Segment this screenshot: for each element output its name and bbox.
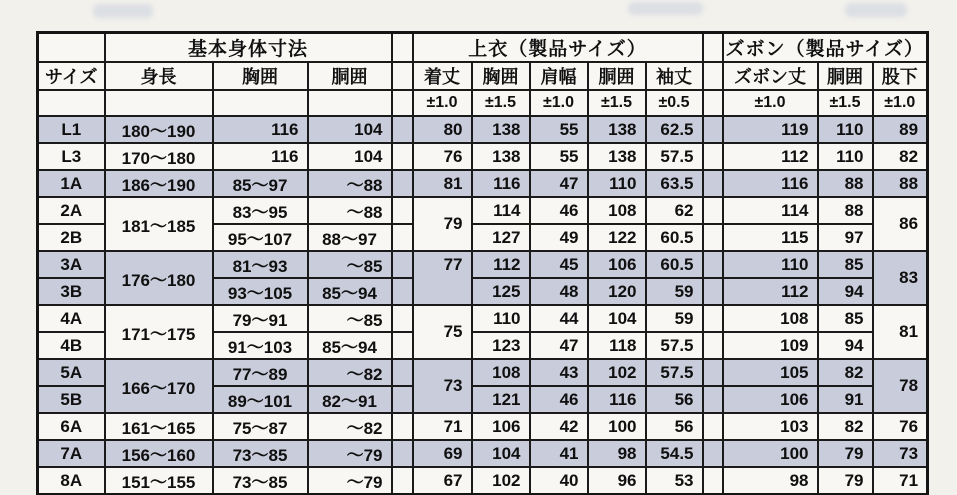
- pants-waist-cell: 88: [818, 197, 873, 224]
- jacket-length-cell: 76: [413, 143, 472, 170]
- jacket-waist-cell: 96: [588, 467, 646, 495]
- tolerance-jacket-shoulder: ±1.0: [530, 90, 588, 116]
- pants-length-cell: 98: [723, 467, 818, 495]
- jacket-sleeve-cell: 60.5: [646, 251, 703, 278]
- height-cell: 171～175: [105, 305, 213, 359]
- waist-cell: ～88: [308, 170, 392, 197]
- waist-cell: ～85: [308, 305, 392, 332]
- jacket-shoulder-cell: 47: [530, 332, 588, 359]
- jacket-length-cell: 67: [413, 467, 472, 495]
- jacket-waist-cell: 122: [588, 224, 646, 251]
- jacket-sleeve-cell: 62.5: [646, 116, 703, 143]
- size-chart-table: [36, 31, 929, 495]
- size-cell: 7A: [38, 440, 105, 467]
- col-header-height: 身長: [105, 62, 213, 90]
- jacket-chest-cell: 102: [472, 467, 530, 495]
- separator-cell: [392, 332, 413, 359]
- separator-cell: [392, 413, 413, 440]
- tolerance-jacket-length: ±1.0: [413, 90, 472, 116]
- chest-cell: 73～85: [213, 440, 308, 467]
- size-cell: 4A: [38, 305, 105, 332]
- chest-cell: 95～107: [213, 224, 308, 251]
- jacket-sleeve-cell: 59: [646, 305, 703, 332]
- height-cell: 186～190: [105, 170, 213, 197]
- pants-waist-cell: 85: [818, 305, 873, 332]
- separator-cell: [392, 90, 413, 116]
- separator-cell: [703, 197, 723, 224]
- size-cell: 6A: [38, 413, 105, 440]
- jacket-shoulder-cell: 55: [530, 143, 588, 170]
- separator-cell: [703, 116, 723, 143]
- tolerance-jacket-chest: ±1.5: [472, 90, 530, 116]
- chest-cell: 116: [213, 143, 308, 170]
- jacket-shoulder-cell: 46: [530, 386, 588, 413]
- pants-inseam-cell: 83: [873, 251, 928, 305]
- separator-cell: [703, 332, 723, 359]
- height-cell: 181～185: [105, 197, 213, 251]
- waist-cell: ～79: [308, 440, 392, 467]
- pants-length-cell: 115: [723, 224, 818, 251]
- separator-cell: [392, 33, 413, 63]
- separator-cell: [703, 278, 723, 305]
- jacket-sleeve-cell: 54.5: [646, 440, 703, 467]
- separator-cell: [703, 33, 723, 63]
- jacket-shoulder-cell: 55: [530, 116, 588, 143]
- separator-cell: [392, 440, 413, 467]
- size-cell: 1A: [38, 170, 105, 197]
- jacket-shoulder-cell: 48: [530, 278, 588, 305]
- separator-cell: [703, 386, 723, 413]
- pants-waist-cell: 91: [818, 386, 873, 413]
- separator-cell: [392, 116, 413, 143]
- size-cell: L1: [38, 116, 105, 143]
- column-header-row: [38, 62, 928, 90]
- table-row: [38, 116, 928, 143]
- jacket-sleeve-cell: 60.5: [646, 224, 703, 251]
- tolerance-pants-inseam: ±1.0: [873, 90, 928, 116]
- separator-cell: [392, 278, 413, 305]
- separator-cell: [703, 305, 723, 332]
- empty-cell: [105, 90, 213, 116]
- col-header-jacket-length: 着丈: [413, 62, 472, 90]
- jacket-shoulder-cell: 46: [530, 197, 588, 224]
- pants-waist-cell: 88: [818, 170, 873, 197]
- scan-bleed-artifact: [845, 3, 907, 17]
- jacket-chest-cell: 116: [472, 170, 530, 197]
- jacket-shoulder-cell: 40: [530, 467, 588, 495]
- pants-inseam-cell: 78: [873, 359, 928, 413]
- height-cell: 166～170: [105, 359, 213, 413]
- jacket-sleeve-cell: 63.5: [646, 170, 703, 197]
- jacket-chest-cell: 110: [472, 305, 530, 332]
- empty-cell: [308, 90, 392, 116]
- separator-cell: [392, 197, 413, 224]
- jacket-length-cell: 80: [413, 116, 472, 143]
- waist-cell: ～82: [308, 413, 392, 440]
- table-row: [38, 440, 928, 467]
- separator-cell: [392, 359, 413, 386]
- waist-cell: ～79: [308, 467, 392, 495]
- pants-length-cell: 114: [723, 197, 818, 224]
- size-cell: 4B: [38, 332, 105, 359]
- jacket-sleeve-cell: 56: [646, 413, 703, 440]
- jacket-waist-cell: 120: [588, 278, 646, 305]
- col-header-chest: 胸囲: [213, 62, 308, 90]
- jacket-length-cell: 79: [413, 197, 472, 251]
- pants-inseam-cell: 89: [873, 116, 928, 143]
- jacket-chest-cell: 123: [472, 332, 530, 359]
- tolerance-pants-length: ±1.0: [723, 90, 818, 116]
- jacket-shoulder-cell: 41: [530, 440, 588, 467]
- empty-cell: [213, 90, 308, 116]
- pants-length-cell: 106: [723, 386, 818, 413]
- pants-length-cell: 116: [723, 170, 818, 197]
- table-row: [38, 143, 928, 170]
- empty-cell: [38, 90, 105, 116]
- pants-inseam-cell: 76: [873, 413, 928, 440]
- jacket-chest-cell: 112: [472, 251, 530, 278]
- jacket-waist-cell: 100: [588, 413, 646, 440]
- jacket-length-cell: 69: [413, 440, 472, 467]
- jacket-waist-cell: 108: [588, 197, 646, 224]
- jacket-shoulder-cell: 42: [530, 413, 588, 440]
- jacket-length-cell: 71: [413, 413, 472, 440]
- pants-inseam-cell: 86: [873, 197, 928, 251]
- pants-waist-cell: 110: [818, 116, 873, 143]
- jacket-chest-cell: 108: [472, 359, 530, 386]
- size-cell: L3: [38, 143, 105, 170]
- pants-waist-cell: 82: [818, 359, 873, 386]
- pants-length-cell: 103: [723, 413, 818, 440]
- col-header-jacket-chest: 胸囲: [472, 62, 530, 90]
- jacket-chest-cell: 127: [472, 224, 530, 251]
- pants-length-cell: 108: [723, 305, 818, 332]
- waist-cell: ～88: [308, 197, 392, 224]
- jacket-length-cell: 73: [413, 359, 472, 413]
- jacket-shoulder-cell: 44: [530, 305, 588, 332]
- separator-cell: [703, 440, 723, 467]
- size-cell: 5B: [38, 386, 105, 413]
- separator-cell: [392, 143, 413, 170]
- jacket-sleeve-cell: 57.5: [646, 332, 703, 359]
- scan-bleed-artifact: [93, 4, 153, 18]
- size-cell: 8A: [38, 467, 105, 495]
- waist-cell: 85～94: [308, 332, 392, 359]
- jacket-sleeve-cell: 57.5: [646, 359, 703, 386]
- separator-cell: [392, 467, 413, 495]
- pants-waist-cell: 97: [818, 224, 873, 251]
- pants-waist-cell: 79: [818, 467, 873, 495]
- jacket-shoulder-cell: 47: [530, 170, 588, 197]
- jacket-chest-cell: 114: [472, 197, 530, 224]
- table-row: [38, 305, 928, 332]
- table-row: [38, 170, 928, 197]
- size-cell: 5A: [38, 359, 105, 386]
- chest-cell: 89～101: [213, 386, 308, 413]
- col-header-size: サイズ: [38, 62, 105, 90]
- chest-cell: 77～89: [213, 359, 308, 386]
- jacket-chest-cell: 121: [472, 386, 530, 413]
- table-row: [38, 467, 928, 495]
- chest-cell: 75～87: [213, 413, 308, 440]
- table-row: [38, 197, 928, 224]
- height-cell: 170～180: [105, 143, 213, 170]
- pants-waist-cell: 94: [818, 332, 873, 359]
- section-title-body: 基本身体寸法: [105, 33, 392, 63]
- chest-cell: 81～93: [213, 251, 308, 278]
- col-header-jacket-waist: 胴囲: [588, 62, 646, 90]
- waist-cell: 104: [308, 143, 392, 170]
- separator-cell: [703, 224, 723, 251]
- col-header-waist: 胴囲: [308, 62, 392, 90]
- chest-cell: 83～95: [213, 197, 308, 224]
- separator-cell: [703, 413, 723, 440]
- jacket-waist-cell: 98: [588, 440, 646, 467]
- separator-cell: [703, 467, 723, 495]
- jacket-length-cell: 81: [413, 170, 472, 197]
- size-cell: 3B: [38, 278, 105, 305]
- pants-length-cell: 110: [723, 251, 818, 278]
- separator-cell: [392, 305, 413, 332]
- jacket-length-cell: 75: [413, 305, 472, 359]
- chest-cell: 93～105: [213, 278, 308, 305]
- jacket-sleeve-cell: 59: [646, 278, 703, 305]
- tolerance-jacket-waist: ±1.5: [588, 90, 646, 116]
- section-title-jacket: 上衣（製品サイズ）: [413, 33, 703, 63]
- waist-cell: 82～91: [308, 386, 392, 413]
- waist-cell: ～82: [308, 359, 392, 386]
- pants-waist-cell: 110: [818, 143, 873, 170]
- jacket-waist-cell: 104: [588, 305, 646, 332]
- pants-length-cell: 112: [723, 278, 818, 305]
- separator-cell: [392, 251, 413, 278]
- table-body: [38, 116, 928, 495]
- jacket-chest-cell: 104: [472, 440, 530, 467]
- jacket-sleeve-cell: 56: [646, 386, 703, 413]
- height-cell: 151～155: [105, 467, 213, 495]
- jacket-waist-cell: 102: [588, 359, 646, 386]
- pants-length-cell: 119: [723, 116, 818, 143]
- pants-length-cell: 105: [723, 359, 818, 386]
- separator-cell: [703, 62, 723, 90]
- jacket-chest-cell: 125: [472, 278, 530, 305]
- jacket-length-cell: 77: [413, 251, 472, 305]
- separator-cell: [703, 359, 723, 386]
- separator-cell: [703, 143, 723, 170]
- separator-cell: [703, 90, 723, 116]
- chest-cell: 116: [213, 116, 308, 143]
- col-header-pants-length: ズボン丈: [723, 62, 818, 90]
- jacket-chest-cell: 138: [472, 143, 530, 170]
- separator-cell: [392, 62, 413, 90]
- tolerance-pants-waist: ±1.5: [818, 90, 873, 116]
- pants-length-cell: 109: [723, 332, 818, 359]
- jacket-waist-cell: 110: [588, 170, 646, 197]
- pants-length-cell: 112: [723, 143, 818, 170]
- pants-waist-cell: 82: [818, 413, 873, 440]
- separator-cell: [703, 251, 723, 278]
- col-header-pants-waist: 胴囲: [818, 62, 873, 90]
- height-cell: 161～165: [105, 413, 213, 440]
- jacket-waist-cell: 106: [588, 251, 646, 278]
- jacket-sleeve-cell: 62: [646, 197, 703, 224]
- size-cell: 3A: [38, 251, 105, 278]
- waist-cell: 85～94: [308, 278, 392, 305]
- col-header-jacket-shoulder: 肩幅: [530, 62, 588, 90]
- pants-inseam-cell: 88: [873, 170, 928, 197]
- pants-inseam-cell: 73: [873, 440, 928, 467]
- pants-waist-cell: 85: [818, 251, 873, 278]
- table-row: [38, 413, 928, 440]
- tolerance-jacket-sleeve: ±0.5: [646, 90, 703, 116]
- pants-inseam-cell: 82: [873, 143, 928, 170]
- size-cell: 2A: [38, 197, 105, 224]
- pants-length-cell: 100: [723, 440, 818, 467]
- col-header-jacket-sleeve: 袖丈: [646, 62, 703, 90]
- jacket-waist-cell: 116: [588, 386, 646, 413]
- section-title-pants: ズボン（製品サイズ）: [723, 33, 928, 63]
- empty-cell: [38, 33, 105, 63]
- chest-cell: 79～91: [213, 305, 308, 332]
- jacket-chest-cell: 106: [472, 413, 530, 440]
- jacket-waist-cell: 138: [588, 116, 646, 143]
- height-cell: 180～190: [105, 116, 213, 143]
- separator-cell: [392, 170, 413, 197]
- pants-waist-cell: 94: [818, 278, 873, 305]
- chest-cell: 73～85: [213, 467, 308, 495]
- pants-inseam-cell: 81: [873, 305, 928, 359]
- waist-cell: 88～97: [308, 224, 392, 251]
- waist-cell: ～85: [308, 251, 392, 278]
- jacket-shoulder-cell: 45: [530, 251, 588, 278]
- jacket-sleeve-cell: 53: [646, 467, 703, 495]
- separator-cell: [392, 386, 413, 413]
- size-cell: 2B: [38, 224, 105, 251]
- chest-cell: 91～103: [213, 332, 308, 359]
- scan-bleed-artifact: [628, 2, 703, 15]
- table-row: [38, 251, 928, 278]
- jacket-chest-cell: 138: [472, 116, 530, 143]
- section-header-row: [38, 33, 928, 63]
- jacket-shoulder-cell: 43: [530, 359, 588, 386]
- height-cell: 176～180: [105, 251, 213, 305]
- tolerance-row: [38, 90, 928, 116]
- jacket-sleeve-cell: 57.5: [646, 143, 703, 170]
- separator-cell: [703, 170, 723, 197]
- pants-waist-cell: 79: [818, 440, 873, 467]
- jacket-shoulder-cell: 49: [530, 224, 588, 251]
- table-row: [38, 359, 928, 386]
- jacket-waist-cell: 118: [588, 332, 646, 359]
- separator-cell: [392, 224, 413, 251]
- pants-inseam-cell: 71: [873, 467, 928, 495]
- jacket-waist-cell: 138: [588, 143, 646, 170]
- chest-cell: 85～97: [213, 170, 308, 197]
- height-cell: 156～160: [105, 440, 213, 467]
- col-header-pants-inseam: 股下: [873, 62, 928, 90]
- waist-cell: 104: [308, 116, 392, 143]
